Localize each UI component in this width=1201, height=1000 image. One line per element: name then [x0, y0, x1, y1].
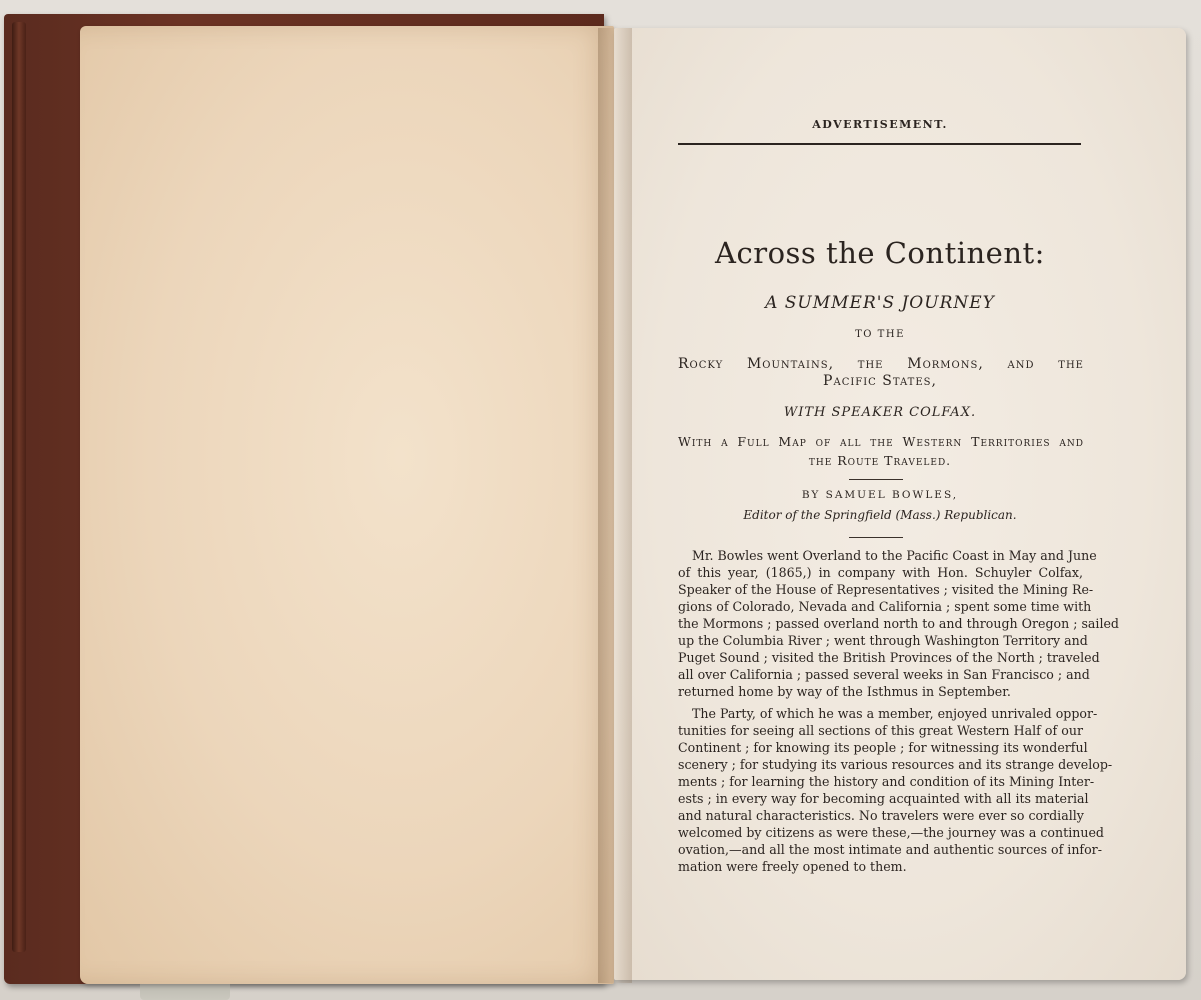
paragraph-1-line: Mr. Bowles went Overland to the Pacific Coast in May and June — [692, 548, 1097, 563]
author-credential: Editor of the Springfield (Mass.) Republican. — [743, 508, 1017, 522]
book-title: Across the Continent: — [715, 236, 1045, 270]
paragraph-2-line: Continent ; for knowing its people ; for witnessing its wonderful — [678, 740, 1088, 755]
divider-rule-2 — [849, 537, 903, 538]
destinations-line-1: Rocky Mountains, the Mormons, and the — [678, 356, 1084, 372]
paragraph-2-line: tunities for seeing all sections of this great Western Half of our — [678, 723, 1083, 738]
paragraph-2-line: ests ; in every way for becoming acquainted with all its material — [678, 791, 1089, 806]
book-subtitle: A SUMMER'S JOURNEY — [765, 293, 995, 313]
map-line-2: the Route Traveled. — [808, 453, 952, 468]
author-byline: BY SAMUEL BOWLES, — [801, 489, 959, 501]
running-head: ADVERTISEMENT. — [812, 118, 948, 131]
paragraph-2-line: and natural characteristics. No travelers were ever so cordially — [678, 808, 1084, 823]
paragraph-1-line: Speaker of the House of Representatives ; visited the Mining Re- — [678, 582, 1094, 597]
map-line-1: With a Full Map of all the Western Territories and — [678, 434, 1084, 449]
paragraph-2-line: scenery ; for studying its various resources and its strange develop- — [678, 757, 1113, 772]
with-speaker-line: WITH SPEAKER COLFAX. — [783, 405, 977, 420]
divider-rule-1 — [849, 479, 903, 480]
book-gutter — [598, 28, 632, 983]
header-rule — [678, 143, 1081, 145]
paragraph-2-line: welcomed by citizens as were these,—the journey was a continued — [678, 825, 1104, 840]
destinations-line-2: Pacific States, — [823, 373, 937, 389]
left-blank-page — [80, 26, 614, 984]
to-the-line: TO THE — [855, 329, 905, 340]
paragraph-1-line: Puget Sound ; visited the British Provinces of the North ; traveled — [678, 650, 1100, 665]
paragraph-1-line: up the Columbia River ; went through Washington Territory and — [678, 633, 1088, 648]
paragraph-2-line: mation were freely opened to them. — [678, 859, 907, 874]
paragraph-1-line: the Mormons ; passed overland north to and through Oregon ; sailed — [678, 616, 1119, 631]
paragraph-1-line: of this year, (1865,) in company with Hon. Schuyler Colfax, — [678, 565, 1083, 580]
paragraph-2-line: The Party, of which he was a member, enjoyed unrivaled oppor- — [692, 706, 1098, 721]
paragraph-2-line: ovation,—and all the most intimate and authentic sources of infor- — [678, 842, 1102, 857]
paragraph-2-line: ments ; for learning the history and condition of its Mining Inter- — [678, 774, 1095, 789]
cover-spine-edge — [12, 22, 26, 952]
paragraph-1-line: gions of Colorado, Nevada and California ; spent some time with — [678, 599, 1092, 614]
paragraph-1-line: all over California ; passed several weeks in San Francisco ; and — [678, 667, 1090, 682]
paragraph-1-line: returned home by way of the Isthmus in September. — [678, 684, 1011, 699]
